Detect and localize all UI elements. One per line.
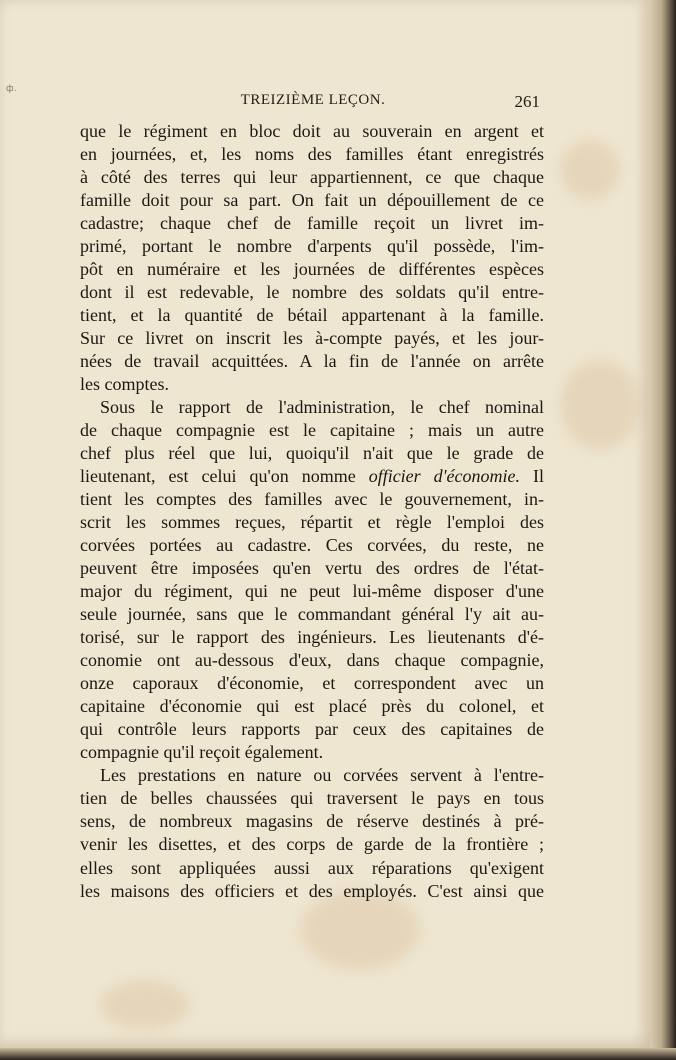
text-line: tien de belles chaussées qui traversent le pays en tous <box>80 788 544 809</box>
text-line: Sur ce livret on inscrit les à-compte payés, et les jour- <box>80 328 544 349</box>
text-line: major du régiment, qui ne peut lui-même disposer d'une <box>80 581 544 602</box>
text-line: Sous le rapport de l'administration, le chef nominal <box>100 397 544 418</box>
page-header <box>78 92 548 112</box>
page-edge <box>650 0 676 1060</box>
text-line: dont il est redevable, le nombre des soldats qu'il entre- <box>80 282 544 303</box>
text-line: elles sont appliquées aussi aux réparations qu'exigent <box>80 857 544 878</box>
text-line: conomie ont au-dessous d'eux, dans chaque compagnie, <box>80 650 544 671</box>
page-number: 261 <box>514 92 540 111</box>
page-bottom-edge <box>0 1048 676 1060</box>
running-head: TREIZIÈME LEÇON. <box>240 92 386 108</box>
text-line: pôt en numéraire et les journées de différentes espèces <box>80 259 544 280</box>
text-line: famille doit pour sa part. On fait un dépouillement de ce <box>80 190 544 211</box>
text-line: en journées, et, les noms des familles étant enregistrés <box>80 144 544 165</box>
text-line: sens, de nombreux magasins de réserve destinés à pré- <box>80 811 544 832</box>
text-line: chef plus réel que lui, quoiqu'il n'ait que le grade de <box>80 443 544 464</box>
text-line: peuvent être imposées qu'en vertu des ordres de l'état- <box>80 558 544 579</box>
text-line: compagnie qu'il reçoit également. <box>80 742 324 763</box>
text-line: onze caporaux d'économie, et correspondent avec un <box>80 673 544 694</box>
foxing-stain <box>560 360 640 450</box>
text-line-with-italic <box>80 465 544 488</box>
text-line: cadastre; chaque chef de famille reçoit un livret im- <box>80 213 544 234</box>
text-line: les maisons des officiers et des employés. C'est ainsi que <box>80 880 544 901</box>
text-line: seule journée, sans que le commandant général l'y ait au- <box>80 604 544 625</box>
text-line: qui contrôle leurs rapports par ceux des capitaines de <box>80 719 544 740</box>
text-line: nées de travail acquittées. A la fin de l'année on arrête <box>80 351 544 372</box>
text-line: de chaque compagnie est le capitaine ; mais un autre <box>80 420 544 441</box>
text-line: tient les comptes des familles avec le gouvernement, in- <box>80 489 544 510</box>
body-text <box>80 120 544 903</box>
text-line: que le régiment en bloc doit au souverain en argent et <box>80 121 544 141</box>
text-line: tient, et la quantité de bétail appartenant à la famille. <box>80 305 544 326</box>
text-segment: lieutenant, est celui qu'on nomme <box>80 466 356 487</box>
text-line: à côté des terres qui leur appartiennent, ce que chaque <box>80 167 544 188</box>
margin-mark: ф. <box>6 84 17 94</box>
text-line: corvées portées au cadastre. Ces corvées, du reste, ne <box>80 535 544 556</box>
text-line: les comptes. <box>80 374 169 395</box>
text-line: torisé, sur le rapport des ingénieurs. Les lieutenants d'é- <box>80 627 544 648</box>
foxing-stain <box>100 980 190 1030</box>
text-line: primé, portant le nombre d'arpents qu'il possède, l'im- <box>80 236 544 257</box>
text-segment: Il <box>533 466 544 487</box>
text-line: scrit les sommes reçues, répartit et règle l'emploi des <box>80 512 544 533</box>
foxing-stain <box>560 140 620 200</box>
text-line: capitaine d'économie qui est placé près du colonel, et <box>80 696 544 717</box>
text-line: Les prestations en nature ou corvées servent à l'entre- <box>100 765 544 786</box>
italic-term: officier d'économie. <box>368 466 520 487</box>
text-line: venir les disettes, et des corps de garde de la frontière ; <box>80 834 544 855</box>
